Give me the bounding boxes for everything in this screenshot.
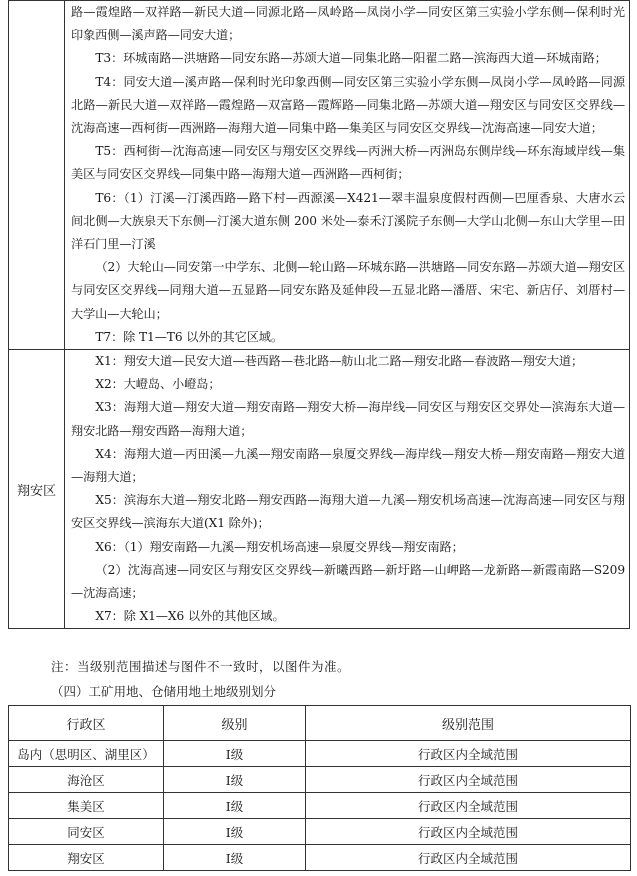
range-cell: 行政区内全域范围: [306, 741, 631, 767]
table-row: [9, 741, 631, 767]
range-paragraph: X1：翔安大道—民安大道—巷西路—巷北路—舫山北二路—翔安北路—春波路—翔安大道；: [95, 354, 584, 369]
level-cell: Ⅰ级: [164, 845, 306, 871]
range-paragraph: X4：海翔大道—丙田溪—九溪—翔安南路—泉厦交界线—海岸线—翔安大桥—翔安南路—翔安大道—海翔大道；: [71, 446, 625, 485]
land-level-range-table: [8, 0, 630, 629]
upper-table-body: [9, 1, 630, 629]
header-row: [9, 706, 631, 741]
level-cell: Ⅰ级: [164, 741, 306, 767]
range-paragraph: X2：大嶝岛、小嶝岛；: [95, 377, 221, 392]
range-paragraph: T4：同安大道—溪声路—保利时光印象西侧—同安区第三实验小学东侧—凤岗小学—凤岭路—同源北路—新民大道—双祥路—霞煌路—双富路—霞辉路—同集北路—苏颂大道—翔安区与同安区交界线—沈海高速—西柯街—西洲路—海翔大道—同集中路—集美区与同安区交界线—沈海高速—同安大道；: [71, 74, 625, 136]
range-cell: 行政区内全域范围: [306, 819, 631, 845]
header-level: 级别: [164, 706, 306, 741]
table-row: [9, 1, 630, 350]
table-row: [9, 767, 631, 793]
section-title: （四）工矿用地、仓储用地土地级别划分: [51, 684, 277, 699]
table-row: [9, 793, 631, 819]
range-paragraph: T7：除 T1—T6 以外的其它区域。: [95, 329, 283, 344]
range-cell: 行政区内全域范围: [306, 845, 631, 871]
range-paragraph: T3：环城南路—洪塘路—同安东路—苏颂大道—同集北路—阳翟二路—滨海西大道—环城南路；: [95, 51, 607, 66]
industrial-storage-level-table: [8, 705, 631, 871]
range-paragraph: （2）大轮山—同安第一中学东、北侧—轮山路—环城东路—洪塘路—同安东路—苏颂大道—翔安区与同安区交界线—同翔大道—五显路—同安东路及延伸段—五显北路—潘厝、宋宅、新店仔、刘厝村—大学山—大轮山；: [71, 260, 625, 321]
district-cell: 集美区: [9, 793, 164, 819]
range-paragraph: X6：（1）翔安南路—九溪—翔安机场高速—泉厦交界线—翔安南路；: [95, 539, 464, 554]
range-paragraph: X3：海翔大道—翔安大道—翔安南路—翔安大桥—海岸线—同安区与翔安区交界处—滨海东大道—翔安北路—翔安西路—海翔大道；: [71, 400, 625, 438]
note-text: 注：当级别范围描述与图件不一致时，以图件为准。: [51, 659, 351, 674]
range-paragraph: X5：滨海东大道—翔安北路—翔安西路—海翔大道—九溪—翔安机场高速—沈海高速—同安区与翔安区交界线—滨海东大道(X1 除外)；: [71, 493, 625, 531]
range-paragraph: 路—霞煌路—双祥路—新民大道—同源北路—凤岭路—凤岗小学—同安区第三实验小学东侧—保利时光印象西侧—溪声路—同安大道；: [71, 5, 625, 43]
district-cell: 岛内（思明区、湖里区）: [9, 741, 164, 767]
range-cell: 行政区内全域范围: [306, 793, 631, 819]
district-cell: [9, 1, 65, 350]
header-district: 行政区: [9, 706, 164, 741]
district-cell: 海沧区: [9, 767, 164, 793]
level-cell: Ⅰ级: [164, 793, 306, 819]
level-cell: Ⅰ级: [164, 767, 306, 793]
range-description-cell: [65, 1, 630, 350]
district-cell: 翔安区: [9, 845, 164, 871]
table-row: [9, 819, 631, 845]
header-range: 级别范围: [306, 706, 631, 741]
range-paragraph: T6：（1）汀溪—汀溪西路—路下村—西源溪—X421—翠丰温泉度假村西侧—巴厘香泉、大唐水云间北侧—大族泉天下东侧—汀溪大道东侧 200 米处—泰禾汀溪院子东侧—大学山北侧—东山大学里—田洋石门里—汀溪: [71, 190, 625, 252]
lower-table-body: [9, 741, 631, 871]
range-description-cell: [65, 350, 630, 629]
table-row: [9, 845, 631, 871]
range-paragraph: T5：西柯街—沈海高速—同安区与翔安区交界线—丙洲大桥—丙洲岛东侧岸线—环东海域岸线—集美区与同安区交界线—同集中路—海翔大道—西洲路—西柯街；: [71, 144, 625, 182]
range-paragraph: （2）沈海高速—同安区与翔安区交界线—新曦西路—新圩路—山岬路—龙新路—新霞南路—S209—沈海高速；: [71, 562, 625, 601]
district-cell: 翔安区: [9, 350, 65, 629]
range-cell: 行政区内全域范围: [306, 767, 631, 793]
level-cell: Ⅰ级: [164, 819, 306, 845]
table-row: [9, 350, 630, 629]
range-paragraph: X7：除 X1—X6 以外的其他区域。: [95, 609, 285, 624]
district-cell: 同安区: [9, 819, 164, 845]
